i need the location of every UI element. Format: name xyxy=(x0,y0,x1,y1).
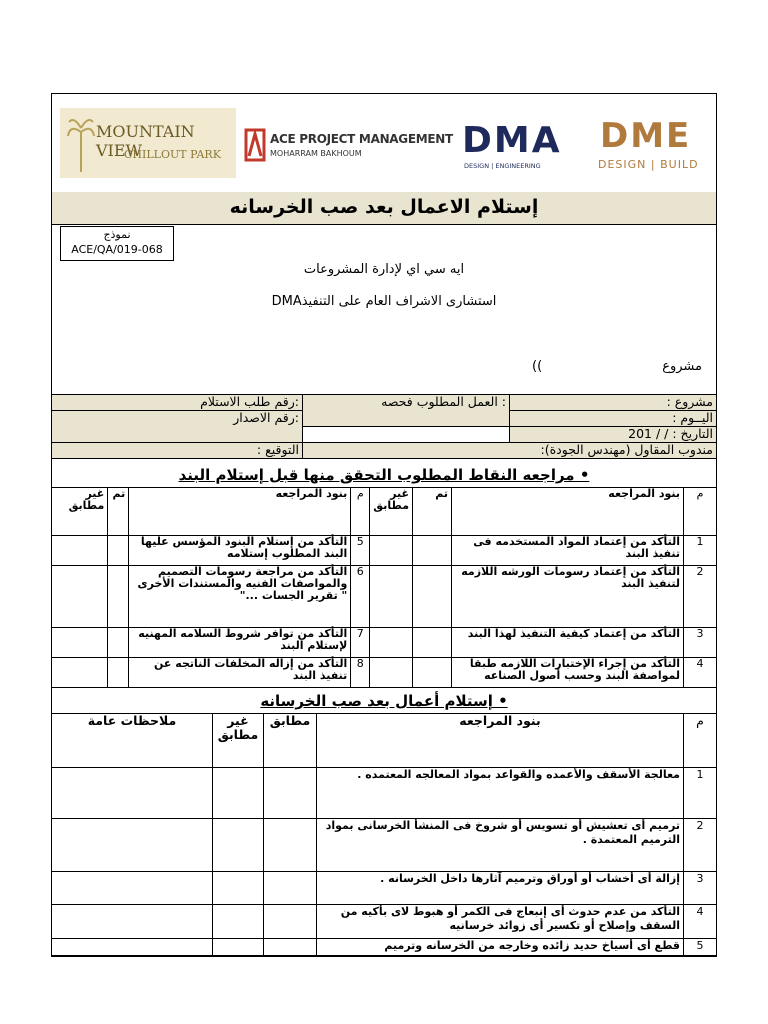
project-name-field[interactable]: (( xyxy=(532,359,543,374)
check-item: التأكد من توافر شروط السلامه المهنيه لإستلام البند xyxy=(129,628,351,658)
review-header-num: م xyxy=(684,714,717,768)
palm-icon xyxy=(66,114,96,174)
dme-logo xyxy=(592,108,702,178)
pre-checklist-table xyxy=(51,487,717,688)
section-heading-review: • إستلام أعمال بعد صب الخرسانه xyxy=(260,692,508,710)
check-not-match-cell[interactable] xyxy=(52,536,108,566)
check-done-cell[interactable] xyxy=(108,536,129,566)
check-done-cell[interactable] xyxy=(413,628,452,658)
review-match-cell[interactable] xyxy=(264,819,317,872)
review-table xyxy=(51,713,717,956)
review-notes-cell[interactable] xyxy=(52,939,213,956)
check-num: 2 xyxy=(684,566,717,628)
check-not-match-cell[interactable] xyxy=(370,566,413,628)
mountain-view-title: MOUNTAIN VIEW xyxy=(96,122,195,160)
review-item: ترميم أى تعشيش أو تسويس أو شروخ فى المنشأ الخرسانى بمواد الترميم المعتمدة . xyxy=(317,819,684,872)
info-contractor-rep[interactable]: مندوب المقاول (مهندس الجودة): xyxy=(303,443,717,459)
check-not-match-cell[interactable] xyxy=(370,536,413,566)
info-work[interactable]: : العمل المطلوب فحصه xyxy=(303,395,510,427)
dme-mark: DME xyxy=(600,116,692,156)
review-match-cell[interactable] xyxy=(264,905,317,939)
review-not-match-cell[interactable] xyxy=(213,872,264,905)
check-num: 8 xyxy=(351,658,370,688)
check-done-cell[interactable] xyxy=(413,658,452,688)
check-not-match-cell[interactable] xyxy=(370,628,413,658)
check-not-match-cell[interactable] xyxy=(52,658,108,688)
check-not-match-cell[interactable] xyxy=(370,658,413,688)
review-header-match: مطابق xyxy=(264,714,317,768)
check-header-done: تم xyxy=(108,488,129,536)
check-done-cell[interactable] xyxy=(108,658,129,688)
check-num: 6 xyxy=(351,566,370,628)
review-num: 2 xyxy=(684,819,717,872)
check-item: التأكد من إزاله المخلفات الناتجه عن تنفيذ البند xyxy=(129,658,351,688)
review-not-match-cell[interactable] xyxy=(213,819,264,872)
review-match-cell[interactable] xyxy=(264,768,317,819)
check-num: 3 xyxy=(684,628,717,658)
check-done-cell[interactable] xyxy=(413,536,452,566)
check-item: التأكد من إعتماد المواد المستخدمه فى تنفيذ البند xyxy=(452,536,684,566)
check-header-done: تم xyxy=(413,488,452,536)
info-request-no[interactable]: :رقم طلب الاستلام xyxy=(52,395,303,411)
check-done-cell[interactable] xyxy=(108,566,129,628)
check-header-num: م xyxy=(351,488,370,536)
review-header-item: بنود المراجعه xyxy=(317,714,684,768)
page-title: إستلام الاعمال بعد صب الخرسانه xyxy=(52,192,716,225)
dma-mark: DMA xyxy=(462,120,562,161)
check-header-item: بنود المراجعه xyxy=(452,488,684,536)
review-header-not-match: غير مطابق xyxy=(213,714,264,768)
mountain-view-subtitle: CHILLOUT PARK xyxy=(124,148,221,161)
supervision-line: استشارى الاشراف العام على التنفيذDMA xyxy=(271,294,497,309)
check-not-match-cell[interactable] xyxy=(52,628,108,658)
review-notes-cell[interactable] xyxy=(52,872,213,905)
check-num: 4 xyxy=(684,658,717,688)
review-num: 3 xyxy=(684,872,717,905)
check-header-not-match: غير مطابق xyxy=(52,488,108,536)
review-header-notes: ملاحظات عامة xyxy=(52,714,213,768)
check-done-cell[interactable] xyxy=(413,566,452,628)
ace-title: ACE PROJECT MANAGEMENT xyxy=(270,132,453,146)
form-label: نموذج xyxy=(103,228,131,241)
check-item: التأكد من مراجعة رسومات التصميم والمواصفات الفنيه والمستندات الأخرى " تقرير الجسات ..." xyxy=(129,566,351,628)
info-blank xyxy=(303,427,510,443)
form-code-box xyxy=(60,226,174,261)
dma-tagline: DESIGN | ENGINEERING xyxy=(464,162,541,170)
review-num: 4 xyxy=(684,905,717,939)
ace-mark-icon xyxy=(244,128,266,162)
check-not-match-cell[interactable] xyxy=(52,566,108,628)
review-num: 5 xyxy=(684,939,717,956)
review-not-match-cell[interactable] xyxy=(213,939,264,956)
info-project[interactable]: مشروع : xyxy=(510,395,717,411)
check-item: التأكد من إستلام البنود المؤسس عليها البند المطلوب إستلامه xyxy=(129,536,351,566)
check-header-num: م xyxy=(684,488,717,536)
review-notes-cell[interactable] xyxy=(52,905,213,939)
review-not-match-cell[interactable] xyxy=(213,905,264,939)
company-line: ايه سي اي لإدارة المشروعات xyxy=(303,262,465,277)
info-signature[interactable]: التوقيع : xyxy=(52,443,303,459)
form-code: ACE/QA/019-068 xyxy=(71,243,163,256)
review-notes-cell[interactable] xyxy=(52,768,213,819)
review-notes-cell[interactable] xyxy=(52,819,213,872)
logo-strip xyxy=(52,94,716,193)
review-item: إزالة أى أخشاب أو أوراق وترميم آثارها داخل الخرسانه . xyxy=(317,872,684,905)
check-num: 7 xyxy=(351,628,370,658)
review-item: معالجة الأسقف والأعمده والقواعد بمواد المعالجه المعتمده . xyxy=(317,768,684,819)
check-num: 5 xyxy=(351,536,370,566)
ace-logo xyxy=(244,108,453,178)
dme-tagline: DESIGN | BUILD xyxy=(598,158,699,171)
dma-logo xyxy=(460,108,578,178)
check-num: 1 xyxy=(684,536,717,566)
review-item: التأكد من عدم حدوث أى إنبعاج فى الكمر أو هبوط لاى بأكيه من السقف وإصلاح أو تكسير أى زوائد خرسانيه xyxy=(317,905,684,939)
check-done-cell[interactable] xyxy=(108,628,129,658)
mountain-view-logo xyxy=(60,108,236,178)
info-grid xyxy=(51,394,717,459)
info-issue-no[interactable]: :رقم الاصدار xyxy=(52,411,303,443)
review-match-cell[interactable] xyxy=(264,939,317,956)
review-num: 1 xyxy=(684,768,717,819)
project-label: مشروع xyxy=(662,359,702,374)
check-header-item: بنود المراجعه xyxy=(129,488,351,536)
section-heading-checks: • مراجعه النقاط المطلوب التحقق منها قبل إستلام البند xyxy=(178,466,590,484)
check-item: التأكد من إعتماد كيفية التنفيذ لهذا البند xyxy=(452,628,684,658)
info-day[interactable]: اليــوم : xyxy=(510,411,717,427)
info-date[interactable]: التاريخ : / / 201 xyxy=(510,427,717,443)
check-item: التأكد من إجراء الإختبارات اللازمه طبقا لمواصفة البند وحسب أصول الصناعه xyxy=(452,658,684,688)
check-header-not-match: غير مطابق xyxy=(370,488,413,536)
review-not-match-cell[interactable] xyxy=(213,768,264,819)
check-item: التأكد من إعتماد رسومات الورشه اللازمه لتنفيذ البند xyxy=(452,566,684,628)
review-match-cell[interactable] xyxy=(264,872,317,905)
ace-subtitle: MOHARRAM BAKHOUM xyxy=(270,149,362,158)
document-frame xyxy=(51,93,717,957)
review-item: قطع أى أسياخ حديد زائده وخارجه من الخرسانه وترميم xyxy=(317,939,684,956)
